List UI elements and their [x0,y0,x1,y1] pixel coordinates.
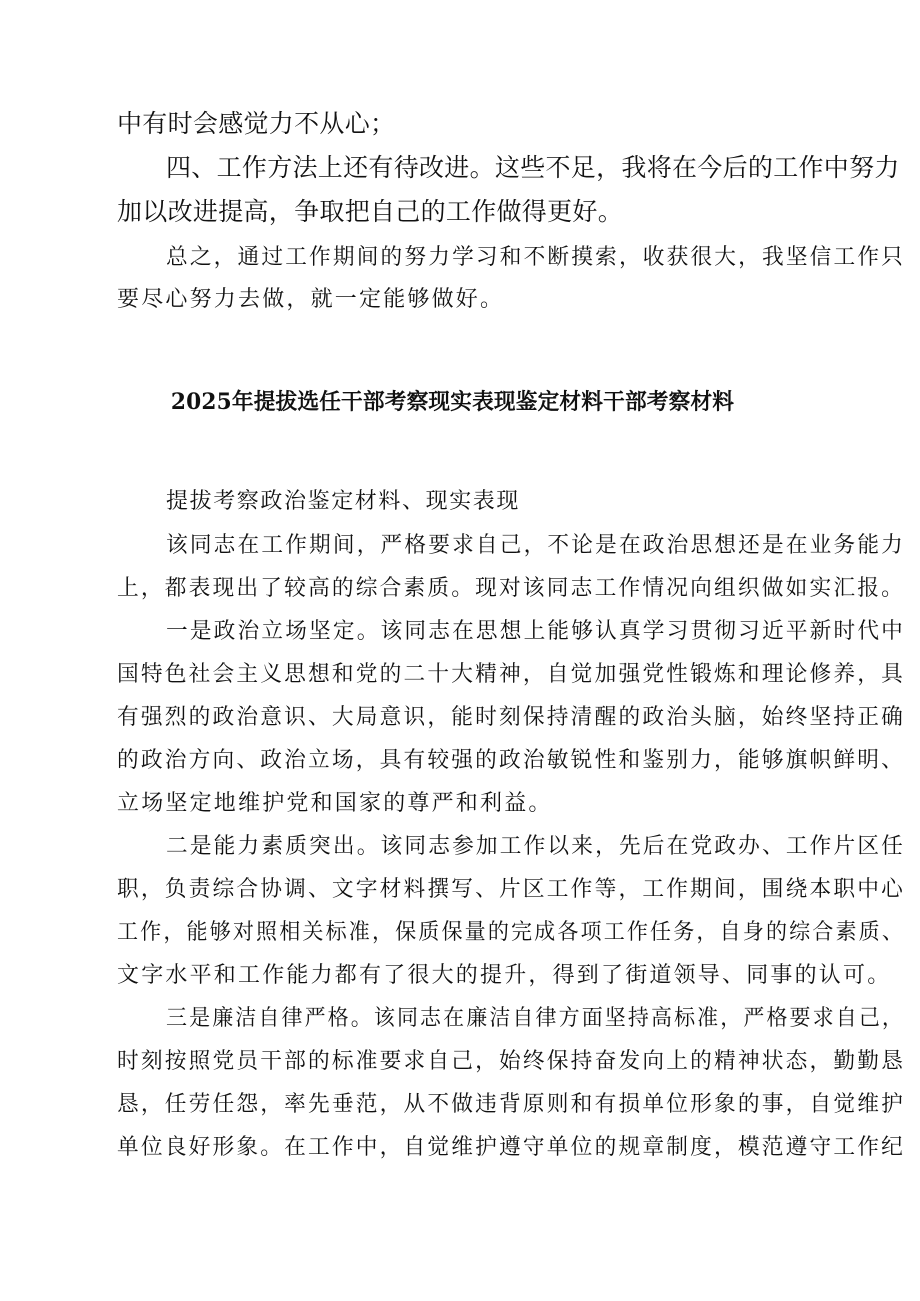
section-2-line-4: 文字水平和工作能力都有了很大的提升，得到了街道领导、同事的认可。 [117,963,892,988]
section-1-line-1: 一是政治立场坚定。该同志在思想上能够认真学习贯彻习近平新时代中 [166,619,906,644]
intro-line-1: 该同志在工作期间，严格要求自己，不论是在政治思想还是在业务能力 [166,533,906,558]
section-1-line-3: 有强烈的政治意识、大局意识，能时刻保持清醒的政治头脑，始终坚持正确 [117,705,905,730]
intro-line-2: 上，都表现出了较高的综合素质。现对该同志工作情况向组织做如实汇报。 [117,576,905,601]
section-1-line-4: 的政治方向、政治立场，具有较强的政治敏锐性和鉴别力，能够旗帜鲜明、 [117,748,905,773]
section-3-line-2: 时刻按照党员干部的标准要求自己，始终保持奋发向上的精神状态，勤勤恳 [117,1049,905,1074]
section-3-line-4: 单位良好形象。在工作中，自觉维护遵守单位的规章制度，模范遵守工作纪 [117,1135,905,1160]
summary-line-1: 总之，通过工作期间的努力学习和不断摸索，收获很大，我坚信工作只 [166,245,906,270]
summary-line-2: 要尽心努力去做，就一定能够做好。 [117,287,505,312]
continuation-line-2: 四、工作方法上还有待改进。这些不足，我将在今后的工作中努力 [166,153,900,182]
document-title: 2025年提拔选任干部考察现实表现鉴定材料干部考察材料 [170,389,735,415]
section-1-line-5: 立场坚定地维护党和国家的尊严和利益。 [117,791,553,816]
continuation-line-1: 中有时会感觉力不从心； [117,109,396,138]
section-2-line-1: 二是能力素质突出。该同志参加工作以来，先后在党政办、工作片区任 [166,834,906,859]
section-2-line-3: 工作，能够对照相关标准，保质保量的完成各项工作任务，自身的综合素质、 [117,920,906,945]
document-subtitle: 提拔考察政治鉴定材料、现实表现 [166,489,521,514]
continuation-line-3: 加以改进提高，争取把自己的工作做得更好。 [117,197,624,226]
section-3-line-1: 三是廉洁自律严格。该同志在廉洁自律方面坚持高标准，严格要求自己， [166,1006,906,1031]
section-3-line-3: 恳，任劳任怨，率先垂范，从不做违背原则和有损单位形象的事，自觉维护 [117,1092,905,1117]
section-2-line-2: 职，负责综合协调、文字材料撰写、片区工作等，工作期间，围绕本职中心 [117,877,905,902]
section-1-line-2: 国特色社会主义思想和党的二十大精神，自觉加强党性锻炼和理论修养，具 [117,662,905,687]
